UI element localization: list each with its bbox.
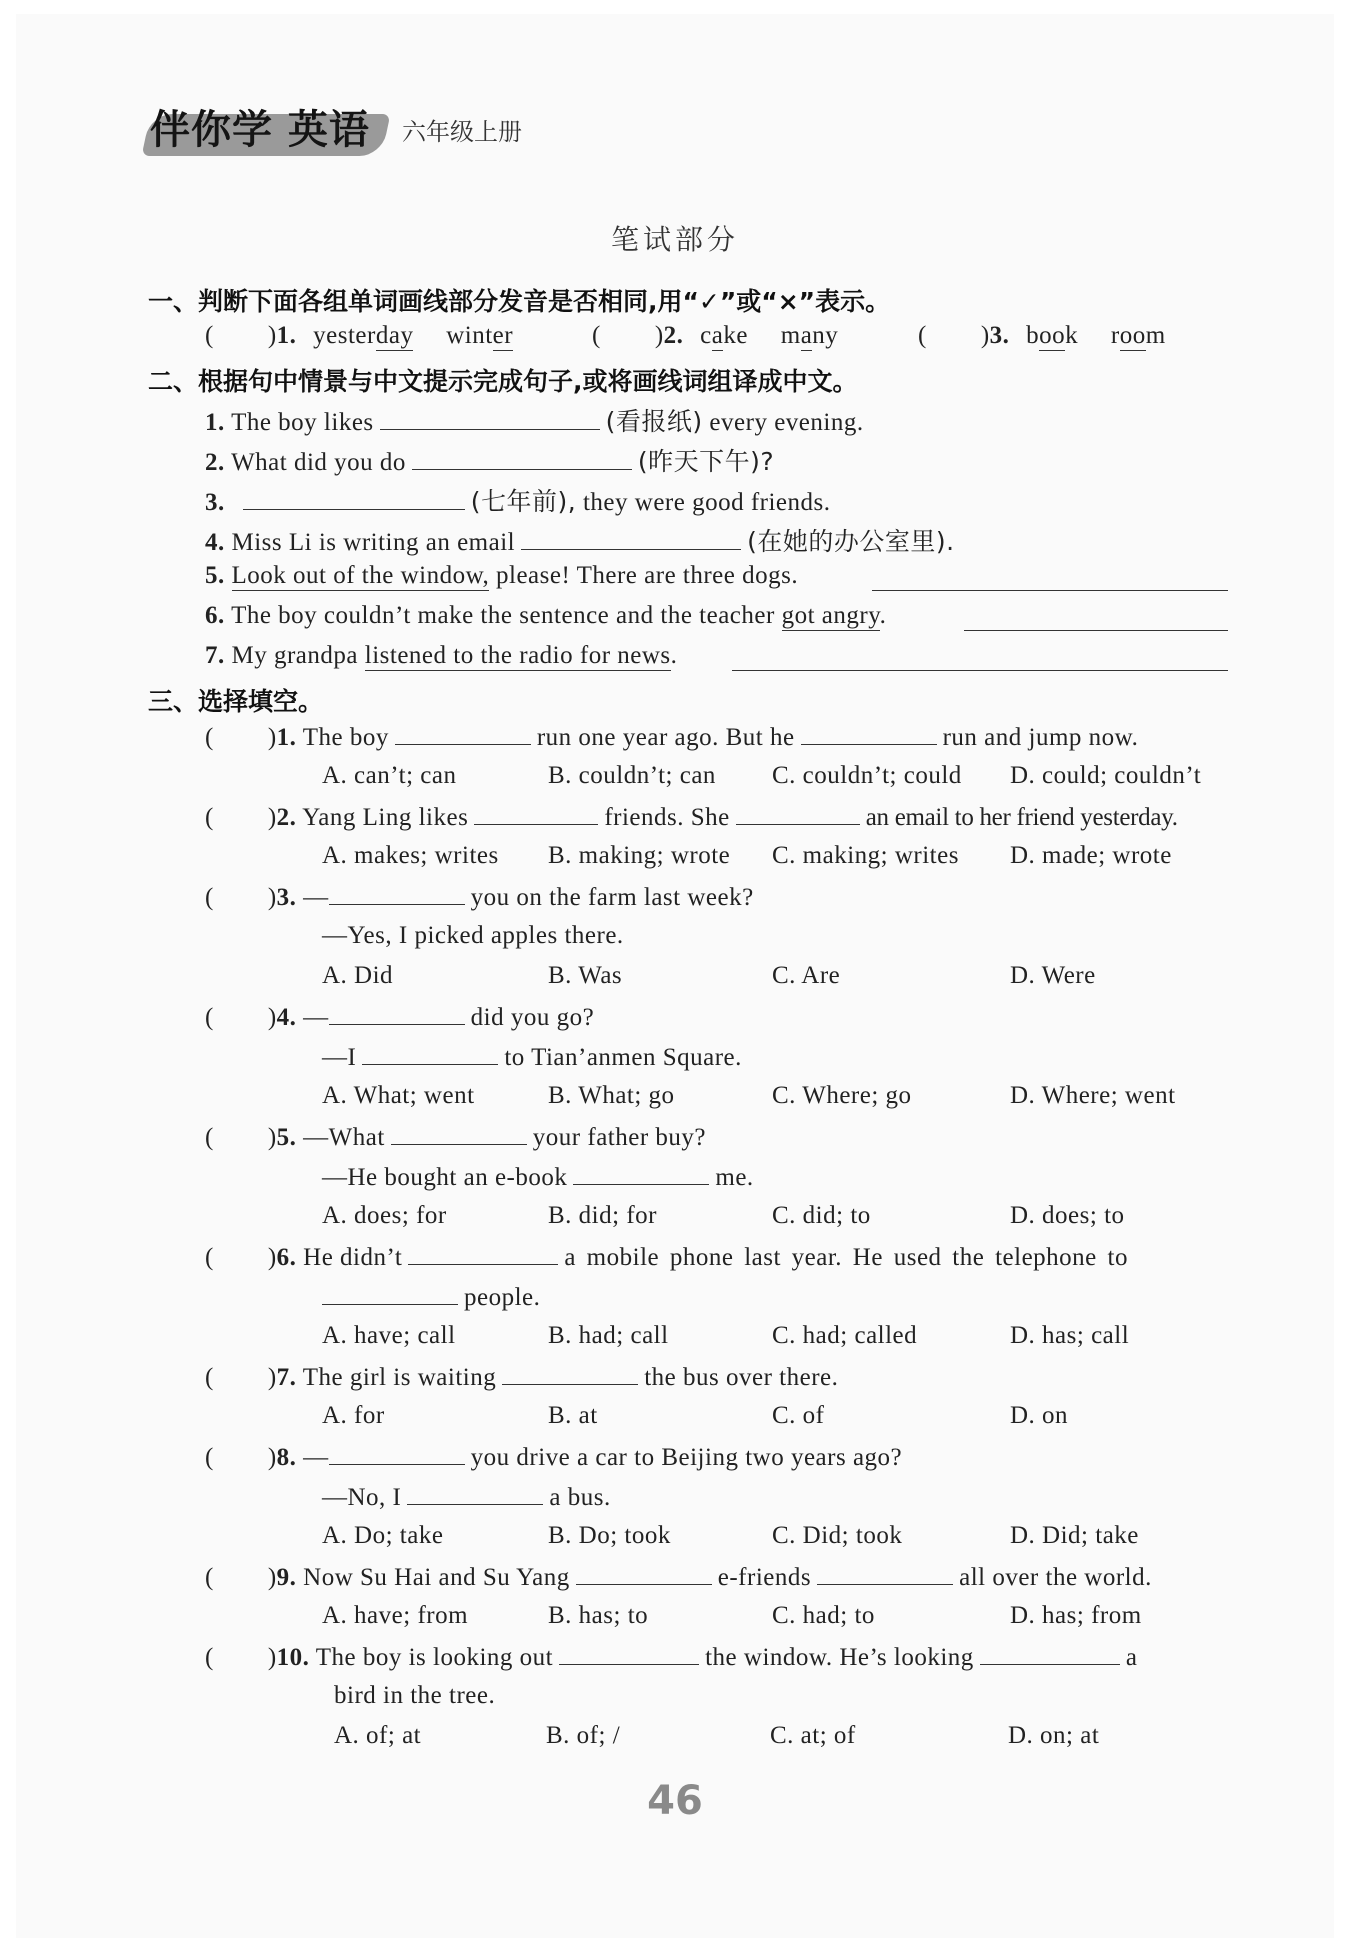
option-b[interactable]: B. had; call xyxy=(548,1322,669,1349)
option-a[interactable]: A. can’t; can xyxy=(322,762,457,789)
dialogue-answer: —I to Tian’anmen Square. xyxy=(322,1044,742,1071)
option-b[interactable]: B. at xyxy=(548,1402,598,1429)
part2-question-5: 5. Look out of the window, please! There are three dogs. xyxy=(205,562,799,589)
part1-item-1: ( )1. yesterday winter xyxy=(205,322,514,349)
choice-question-8: ( )8. — you drive a car to Beijing two years ago? xyxy=(205,1444,903,1471)
part1-title: 一、判断下面各组单词画线部分发音是否相同,用“✓”或“×”表示。 xyxy=(148,287,891,316)
option-c[interactable]: C. Where; go xyxy=(772,1082,912,1109)
choice-question-6: ( )6. He didn’t a mobile phone last year. He used the telephone to xyxy=(205,1244,1128,1271)
brand-logo: 伴你学 英语 xyxy=(150,107,370,153)
answer-line-7[interactable] xyxy=(732,670,1228,671)
bracket: ( xyxy=(205,322,214,349)
option-a[interactable]: A. of; at xyxy=(334,1722,422,1749)
answer-blank[interactable] xyxy=(380,407,600,430)
answer-blank[interactable] xyxy=(521,527,741,550)
answer-blank[interactable] xyxy=(817,1562,953,1585)
answer-line-6[interactable] xyxy=(964,630,1228,631)
part2-question-1: 1. The boy likes (看报纸) every evening. xyxy=(205,407,864,436)
part1-item-3: ( )3. book room xyxy=(918,322,1166,349)
option-d[interactable]: D. Were xyxy=(1010,962,1096,989)
dialogue-answer: people. xyxy=(322,1282,540,1312)
option-b[interactable]: B. did; for xyxy=(548,1202,657,1229)
option-d[interactable]: D. made; wrote xyxy=(1010,842,1172,869)
word: room xyxy=(1110,322,1166,349)
choice-question-1: ( )1. The boy run one year ago. But he run and jump now. xyxy=(205,724,1139,751)
option-c[interactable]: C. had; called xyxy=(772,1322,918,1349)
option-a[interactable]: A. for xyxy=(322,1402,385,1429)
answer-blank[interactable] xyxy=(322,1282,458,1305)
part3-title: 三、选择填空。 xyxy=(148,687,324,716)
section-title: 笔试部分 xyxy=(610,223,739,256)
answer-blank[interactable] xyxy=(801,722,937,745)
answer-blank[interactable] xyxy=(474,802,598,825)
answer-blank[interactable] xyxy=(408,1242,558,1265)
option-c[interactable]: C. Did; took xyxy=(772,1522,903,1549)
option-d[interactable]: D. on; at xyxy=(1008,1722,1100,1749)
word: many xyxy=(780,322,839,349)
answer-blank[interactable] xyxy=(329,1002,465,1025)
option-d[interactable]: D. could; couldn’t xyxy=(1010,762,1202,789)
option-d[interactable]: D. Did; take xyxy=(1010,1522,1139,1549)
option-d[interactable]: D. has; from xyxy=(1010,1602,1142,1629)
option-c[interactable]: C. had; to xyxy=(772,1602,875,1629)
choice-question-2: ( )2. Yang Ling likes friends. She an email to her friend yesterday. xyxy=(205,804,1178,831)
choice-question-4: ( )4. — did you go? xyxy=(205,1004,595,1031)
option-c[interactable]: C. of xyxy=(772,1402,825,1429)
dialogue-answer: —He bought an e-book me. xyxy=(322,1164,754,1191)
option-a[interactable]: A. does; for xyxy=(322,1202,447,1229)
answer-blank[interactable] xyxy=(576,1562,712,1585)
part2-question-6: 6. The boy couldn’t make the sentence and the teacher got angry. xyxy=(205,602,887,629)
option-c[interactable]: C. Are xyxy=(772,962,841,989)
word: winter xyxy=(446,322,514,349)
answer-blank[interactable] xyxy=(243,487,465,510)
answer-blank[interactable] xyxy=(395,722,531,745)
answer-blank[interactable] xyxy=(559,1642,699,1665)
option-d[interactable]: D. on xyxy=(1010,1402,1069,1429)
option-a[interactable]: A. have; call xyxy=(322,1322,456,1349)
word: yesterday xyxy=(313,322,414,349)
question-continuation: bird in the tree. xyxy=(334,1682,496,1709)
choice-question-7: ( )7. The girl is waiting the bus over there. xyxy=(205,1364,839,1391)
answer-blank[interactable] xyxy=(980,1642,1120,1665)
page-number: 46 xyxy=(647,1778,703,1824)
answer-blank[interactable] xyxy=(391,1122,527,1145)
part2-question-4: 4. Miss Li is writing an email (在她的办公室里). xyxy=(205,527,955,556)
option-a[interactable]: A. What; went xyxy=(322,1082,475,1109)
part2-question-3: 3. (七年前), they were good friends. xyxy=(205,487,831,516)
option-b[interactable]: B. has; to xyxy=(548,1602,649,1629)
option-c[interactable]: C. did; to xyxy=(772,1202,871,1229)
option-b[interactable]: B. of; / xyxy=(546,1722,621,1749)
answer-blank[interactable] xyxy=(362,1042,498,1065)
option-b[interactable]: B. making; wrote xyxy=(548,842,731,869)
part2-question-2: 2. What did you do (昨天下午)? xyxy=(205,447,775,476)
choice-question-3: ( )3. — you on the farm last week? xyxy=(205,884,754,911)
choice-question-10: ( )10. The boy is looking out the window. He’s looking a xyxy=(205,1644,1138,1671)
choice-question-5: ( )5. —What your father buy? xyxy=(205,1124,707,1151)
answer-blank[interactable] xyxy=(573,1162,709,1185)
answer-blank[interactable] xyxy=(407,1482,543,1505)
option-c[interactable]: C. making; writes xyxy=(772,842,959,869)
option-a[interactable]: A. have; from xyxy=(322,1602,469,1629)
option-a[interactable]: A. Do; take xyxy=(322,1522,444,1549)
answer-blank[interactable] xyxy=(329,1442,465,1465)
answer-blank[interactable] xyxy=(329,882,465,905)
dialogue-answer: —No, I a bus. xyxy=(322,1484,611,1511)
option-d[interactable]: D. Where; went xyxy=(1010,1082,1176,1109)
option-c[interactable]: C. at; of xyxy=(770,1722,856,1749)
option-b[interactable]: B. Do; took xyxy=(548,1522,671,1549)
answer-blank[interactable] xyxy=(412,447,632,470)
option-b[interactable]: B. What; go xyxy=(548,1082,675,1109)
part1-item-2: ( )2. cake many xyxy=(592,322,839,349)
option-a[interactable]: A. Did xyxy=(322,962,394,989)
part2-title: 二、根据句中情景与中文提示完成句子,或将画线词组译成中文。 xyxy=(148,367,858,396)
word: cake xyxy=(700,322,748,349)
part2-question-7: 7. My grandpa listened to the radio for news. xyxy=(205,642,678,669)
answer-line-5[interactable] xyxy=(872,590,1228,591)
option-d[interactable]: D. has; call xyxy=(1010,1322,1130,1349)
option-b[interactable]: B. couldn’t; can xyxy=(548,762,716,789)
answer-blank[interactable] xyxy=(736,802,860,825)
answer-blank[interactable] xyxy=(502,1362,638,1385)
bracket: ) xyxy=(267,322,277,349)
option-b[interactable]: B. Was xyxy=(548,962,623,989)
option-a[interactable]: A. makes; writes xyxy=(322,842,499,869)
option-d[interactable]: D. does; to xyxy=(1010,1202,1125,1229)
grade-label: 六年级上册 xyxy=(402,118,522,146)
word: book xyxy=(1026,322,1079,349)
choice-question-9: ( )9. Now Su Hai and Su Yang e-friends all over the world. xyxy=(205,1564,1152,1591)
option-c[interactable]: C. couldn’t; could xyxy=(772,762,962,789)
dialogue-answer: —Yes, I picked apples there. xyxy=(322,922,624,949)
